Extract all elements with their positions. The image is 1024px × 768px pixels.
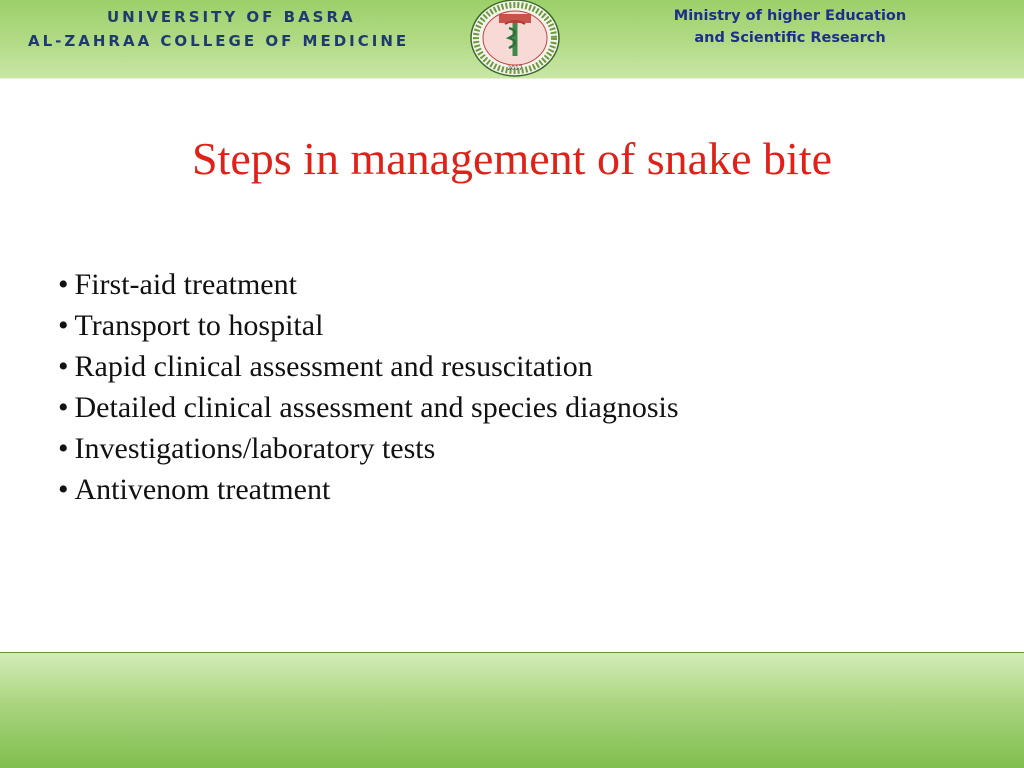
bullet-item: • First-aid treatment bbox=[58, 264, 679, 305]
university-name: UNIVERSITY OF BASRA bbox=[107, 8, 356, 26]
bullet-item: • Antivenom treatment bbox=[58, 469, 679, 510]
bullet-list bbox=[58, 264, 679, 510]
college-logo-icon bbox=[469, 0, 561, 78]
footer-banner bbox=[0, 652, 1024, 768]
bullet-item: • Rapid clinical assessment and resuscitation bbox=[58, 346, 679, 387]
bullet-item: • Investigations/laboratory tests bbox=[58, 428, 679, 469]
ministry-name bbox=[640, 5, 940, 49]
logo-year: 2017 bbox=[507, 65, 523, 72]
college-name: AL-ZAHRAA COLLEGE OF MEDICINE bbox=[28, 32, 410, 50]
bullet-item: • Transport to hospital bbox=[58, 305, 679, 346]
slide-title: Steps in management of snake bite bbox=[191, 133, 832, 184]
ministry-line-1: Ministry of higher Education bbox=[673, 8, 907, 24]
bullet-item: • Detailed clinical assessment and species diagnosis bbox=[58, 387, 679, 428]
header-banner bbox=[0, 0, 1024, 79]
ministry-line-2: and Scientific Research bbox=[694, 30, 886, 46]
